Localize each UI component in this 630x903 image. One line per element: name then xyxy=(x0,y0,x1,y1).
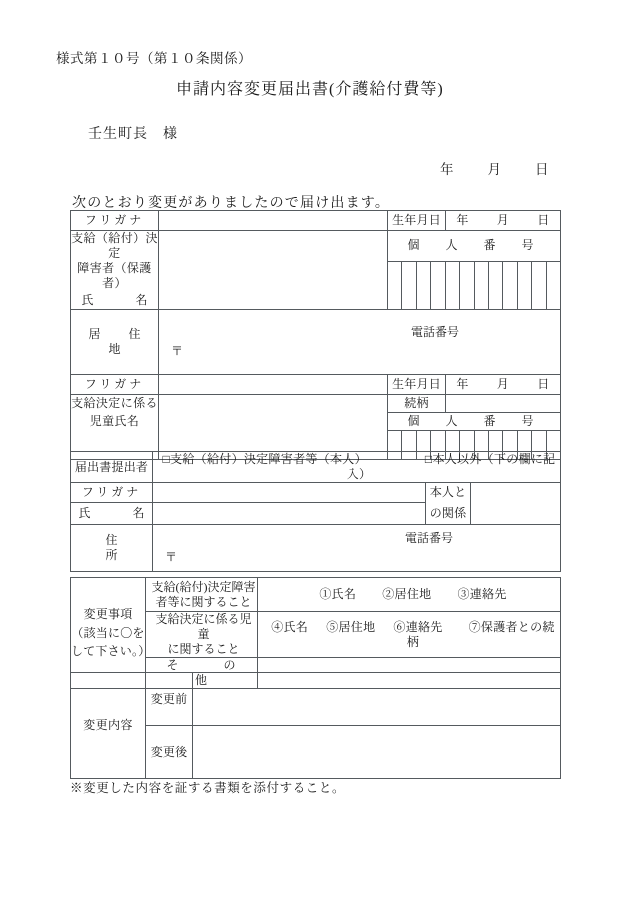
change-row2-label-2: に関すること xyxy=(167,642,240,656)
applicant-table xyxy=(70,210,561,460)
applicant-furigana-input[interactable] xyxy=(159,211,388,231)
child-birth-value[interactable] xyxy=(446,375,561,395)
date-month-label: 月 xyxy=(487,162,501,177)
page-title: 申請内容変更届出書(介護給付費等) xyxy=(176,81,444,98)
digit-cell[interactable] xyxy=(518,262,532,310)
table-row xyxy=(71,452,561,483)
digit-cell[interactable] xyxy=(503,262,517,310)
change-before-input[interactable] xyxy=(193,673,561,726)
table-row xyxy=(71,310,561,375)
date-year-label: 年 xyxy=(440,162,454,177)
submitter-label: 届出書提出者 xyxy=(71,452,153,483)
child-birth-label: 生年月日 xyxy=(388,375,446,395)
applicant-name-label-1: 支給（給付）決定 xyxy=(71,231,158,260)
change-after-input[interactable] xyxy=(193,726,561,779)
change-content-table xyxy=(70,672,561,779)
digit-cell[interactable] xyxy=(475,262,489,310)
residence-input[interactable] xyxy=(159,310,561,375)
change-row2-label xyxy=(146,612,258,658)
change-row2-items[interactable] xyxy=(258,612,561,658)
change-items-label-2: （該当に〇を xyxy=(71,625,145,640)
mynumber-digit-row xyxy=(388,262,560,310)
change-content-section-label: 変更内容 xyxy=(71,673,146,779)
change-items-label-3: して下さい。） xyxy=(71,644,151,659)
child-furigana-label: フリガナ xyxy=(71,375,159,395)
digit-cell[interactable] xyxy=(431,262,445,310)
table-row xyxy=(71,231,561,262)
change-items-label-1: 変更事項 xyxy=(83,607,133,622)
change-row1-label-2: 者等に関すること xyxy=(155,594,252,609)
submitter-address-input[interactable] xyxy=(153,525,561,572)
date-line xyxy=(440,158,549,178)
birth-day-label: 日 xyxy=(537,213,550,227)
digit-cell[interactable] xyxy=(532,262,546,310)
submitter-table xyxy=(70,451,561,572)
applicant-mynumber-label: 個 人 番 号 xyxy=(388,231,561,262)
change-after-label: 変更後 xyxy=(146,726,193,779)
residence-label: 居 住 地 xyxy=(71,310,159,375)
postal-mark-icon: 〒 xyxy=(165,550,178,564)
change-before-label: 変更前 xyxy=(146,673,193,726)
birth-month-label: 月 xyxy=(496,213,510,227)
child-mynumber-label: 個 人 番 号 xyxy=(388,413,561,431)
child-birth-year-label: 年 xyxy=(456,377,469,391)
date-day-label: 日 xyxy=(535,162,549,177)
applicant-furigana-label: フリガナ xyxy=(71,211,159,231)
change-row2-label-1: 支給決定に係る児童 xyxy=(155,612,252,641)
submitter-option-other[interactable]: □本人以外（下の欄に記入） xyxy=(346,452,556,481)
submitter-option-self[interactable]: □支給（給付）決定障害者等（本人） xyxy=(162,452,367,466)
change-item-1[interactable]: ①氏名 xyxy=(319,587,357,601)
change-row1-label xyxy=(146,578,258,612)
postal-mark-icon: 〒 xyxy=(171,344,184,358)
change-item-4[interactable]: ④氏名 xyxy=(271,619,309,634)
applicant-mynumber-cells[interactable] xyxy=(388,261,561,310)
submitter-options[interactable] xyxy=(153,452,561,483)
table-row xyxy=(71,483,561,503)
child-name-label-1: 支給決定に係る xyxy=(71,395,159,413)
change-item-6[interactable]: ⑥連絡先 xyxy=(393,619,443,634)
submitter-furigana-label: フリガナ xyxy=(71,483,153,503)
table-row xyxy=(71,395,561,413)
child-relation-label: 続柄 xyxy=(388,395,446,413)
submitter-relation-input[interactable] xyxy=(471,483,561,525)
change-row1-label-1: 支給(給付)決定障害 xyxy=(151,579,256,594)
child-name-label-2: 児童氏名 xyxy=(71,413,159,431)
digit-cell[interactable] xyxy=(388,262,402,310)
child-birth-day-label: 日 xyxy=(537,377,550,391)
digit-cell[interactable] xyxy=(460,262,474,310)
digit-cell[interactable] xyxy=(489,262,503,310)
addressee: 壬生町長 様 xyxy=(88,127,178,142)
child-name-input[interactable] xyxy=(159,395,388,460)
change-item-7[interactable]: ⑦保護者との続柄 xyxy=(406,619,555,649)
applicant-name-input[interactable] xyxy=(159,231,388,310)
birth-year-label: 年 xyxy=(456,213,469,227)
applicant-birth-value[interactable] xyxy=(446,211,561,231)
residence-tel-label: 電話番号 xyxy=(411,325,460,339)
submitter-name-input[interactable] xyxy=(153,503,426,525)
child-furigana-input[interactable] xyxy=(159,375,388,395)
child-birth-month-label: 月 xyxy=(496,377,510,391)
child-relation-input[interactable] xyxy=(446,395,561,413)
table-row xyxy=(71,578,561,612)
applicant-name-label-3: 氏 名 xyxy=(71,291,159,310)
digit-cell[interactable] xyxy=(446,262,460,310)
submitter-relation-label-1: 本人と xyxy=(426,483,471,503)
submitter-address-label: 住 所 xyxy=(71,525,153,572)
digit-cell[interactable] xyxy=(402,262,416,310)
table-row xyxy=(71,673,561,726)
applicant-name-label-2: 障害者（保護者） xyxy=(71,261,159,291)
footer-note: ※変更した内容を証する書類を添付すること。 xyxy=(70,781,346,795)
submitter-relation-label-2: の関係 xyxy=(426,503,471,525)
change-item-2[interactable]: ②居住地 xyxy=(382,587,432,601)
change-item-5[interactable]: ⑤居住地 xyxy=(326,619,376,634)
table-row xyxy=(71,525,561,572)
submitter-furigana-input[interactable] xyxy=(153,483,426,503)
applicant-birth-label: 生年月日 xyxy=(388,211,446,231)
table-row xyxy=(71,375,561,395)
digit-cell[interactable] xyxy=(417,262,431,310)
change-item-3[interactable]: ③連絡先 xyxy=(457,587,507,601)
submitter-tel-label: 電話番号 xyxy=(405,531,454,545)
digit-cell[interactable] xyxy=(547,262,560,310)
intro-text: 次のとおり変更がありましたので届け出ます。 xyxy=(72,196,391,211)
change-row3-label: そ の 他 xyxy=(146,658,258,689)
submitter-name-label: 氏 名 xyxy=(71,503,153,525)
form-number: 様式第１０号（第１０条関係） xyxy=(56,51,252,66)
table-row xyxy=(71,211,561,231)
change-row1-items[interactable] xyxy=(258,578,561,612)
